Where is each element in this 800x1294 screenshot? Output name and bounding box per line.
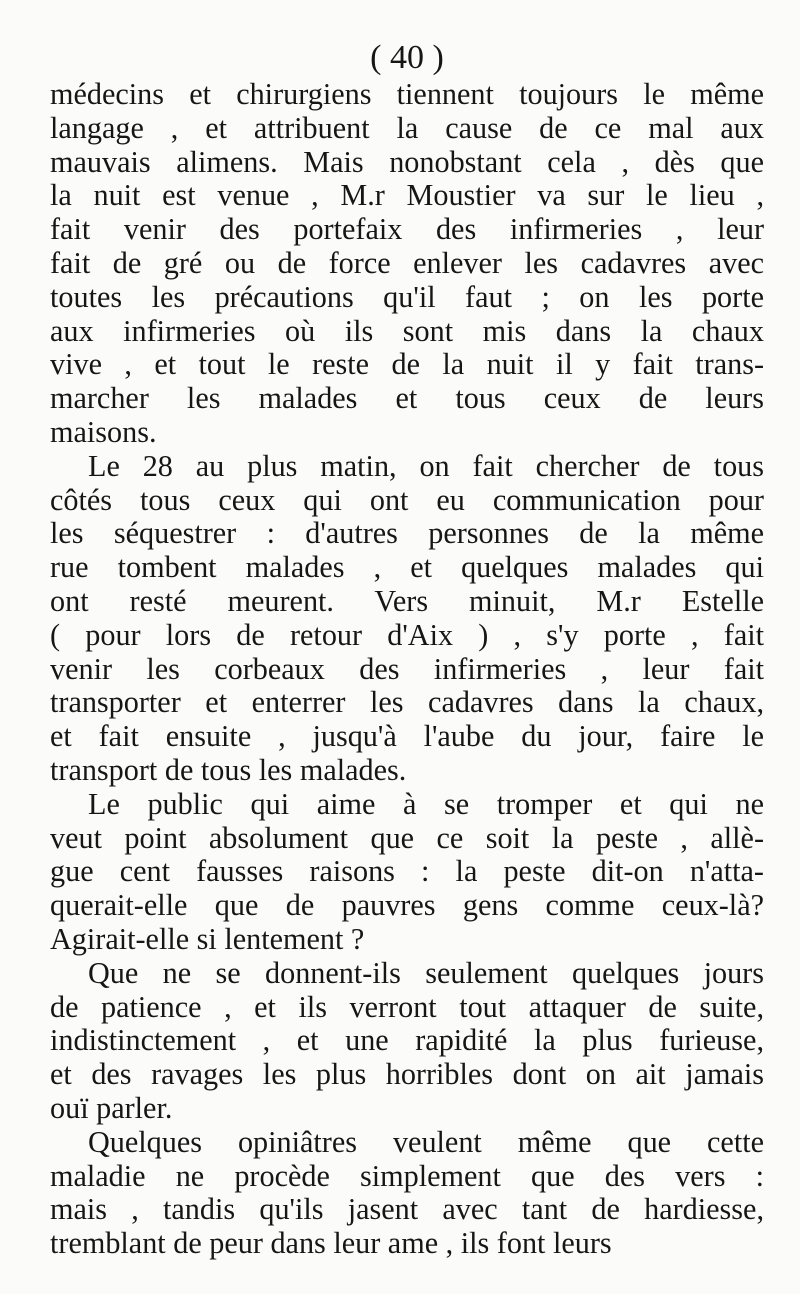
text-line: aux infirmeries où ils sont mis dans la chaux — [50, 313, 764, 348]
text-line: ont resté meurent. Vers minuit, M.r Estelle — [50, 583, 764, 618]
text-line: Quelques opiniâtres veulent même que cette — [88, 1124, 764, 1159]
text-line: Le public qui aime à se tromper et qui ne — [88, 786, 764, 821]
text-line: indistinctement , et une rapidité la plus furieuse, — [50, 1023, 764, 1058]
text-line: transporter et enterrer les cadavres dans la chaux, — [50, 685, 764, 720]
text-line: querait-elle que de pauvres gens comme ceux-là? — [50, 888, 764, 923]
text-line: mais , tandis qu'ils jasent avec tant de hardiesse, — [50, 1192, 764, 1227]
paragraph — [50, 78, 764, 450]
text-line: gue cent fausses raisons : la peste dit-on n'atta- — [50, 854, 764, 889]
text-line: et des ravages les plus horribles dont on ait jamais — [50, 1057, 764, 1092]
text-line: maladie ne procède simplement que des vers : — [50, 1158, 764, 1193]
text-line: tremblant de peur dans leur ame , ils font leurs — [50, 1226, 612, 1261]
text-line: ( pour lors de retour d'Aix ) , s'y porte , fait — [50, 617, 764, 652]
paragraph — [50, 957, 764, 1126]
text-line: et fait ensuite , jusqu'à l'aube du jour, faire le — [50, 719, 764, 754]
text-line: veut point absolument que ce soit la peste , allè- — [50, 820, 764, 855]
text-line: fait de gré ou de force enlever les cadavres avec — [50, 245, 764, 280]
text-line: la nuit est venue , M.r Moustier va sur le lieu , — [50, 178, 764, 213]
text-line: les séquestrer : d'autres personnes de la même — [50, 516, 764, 551]
text-line: transport de tous les malades. — [50, 752, 407, 787]
text-line: ouï parler. — [50, 1090, 173, 1125]
text-line: toutes les précautions qu'il faut ; on les porte — [50, 279, 764, 314]
text-line: venir les corbeaux des infirmeries , leur fait — [50, 651, 764, 686]
text-line: maisons. — [50, 414, 157, 449]
text-line: médecins et chirurgiens tiennent toujours le même — [50, 77, 764, 111]
text-line: côtés tous ceux qui ont eu communication pour — [50, 482, 764, 517]
text-line: Agirait-elle si lentement ? — [50, 921, 365, 956]
page-number: ( 40 ) — [370, 39, 444, 76]
text-line: mauvais alimens. Mais nonobstant cela , dès que — [50, 144, 764, 179]
text-line: marcher les malades et tous ceux de leurs — [50, 381, 764, 416]
text-line: langage , et attribuent la cause de ce mal aux — [50, 110, 764, 145]
text-line: vive , et tout le reste de la nuit il y fait trans- — [50, 347, 764, 382]
body-text — [50, 78, 764, 1261]
paragraph — [50, 788, 764, 957]
text-line: Que ne se donnent-ils seulement quelques jours — [88, 955, 764, 990]
paragraph — [50, 1126, 764, 1261]
text-line: Le 28 au plus matin, on fait chercher de tous — [88, 448, 764, 483]
text-line: fait venir des portefaix des infirmeries , leur — [50, 212, 764, 247]
text-line: rue tombent malades , et quelques malades qui — [50, 550, 764, 585]
paragraph — [50, 450, 764, 788]
text-line: de patience , et ils verront tout attaquer de suite, — [50, 989, 764, 1024]
